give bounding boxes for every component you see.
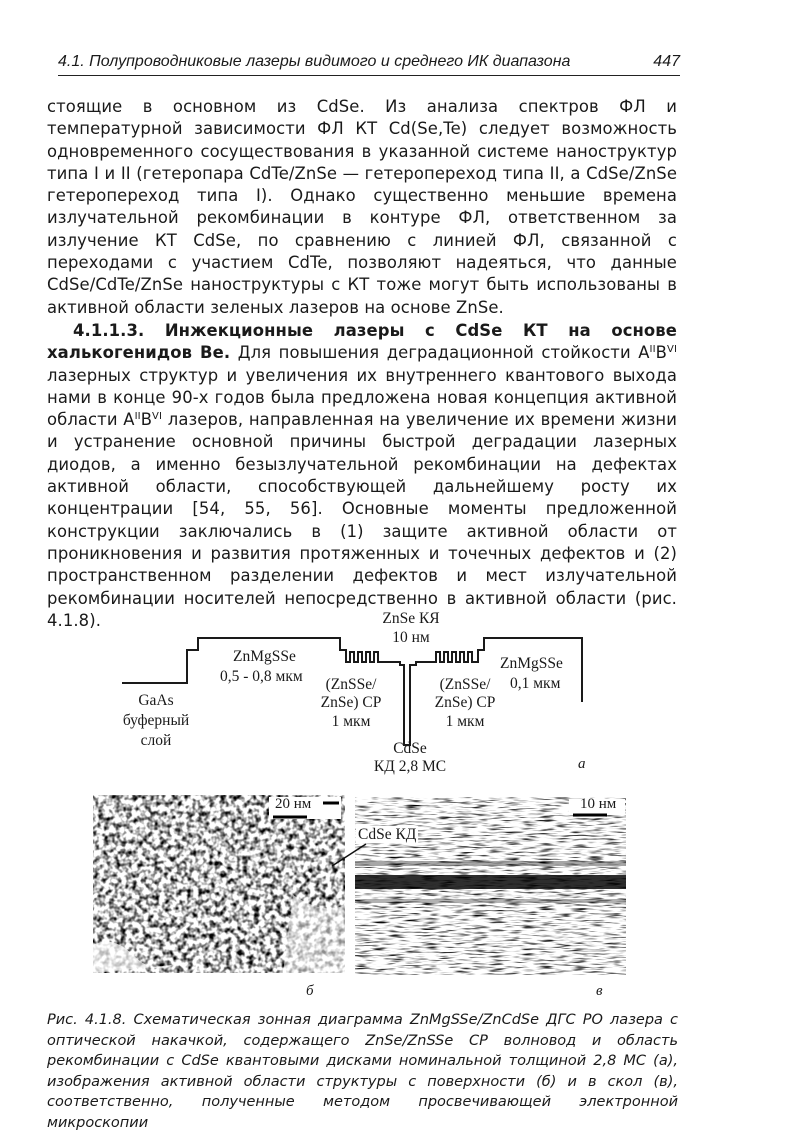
paragraph-2: 4.1.1.3. Инжекционные лазеры с CdSe КТ на основе халькогенидов Be. Для повышения деградационной стойкости $A^{II}B^{VI}$ лазерных структур и увеличения их внутреннего квантового выхода нами в конце 90-х годов была предложена новая концепция активной области $A^{II}B^{VI}$ лазеров, направленная на увеличение их времени жизни и устранение основной причины быстрой деградации лазерных диодов, а именно безызлучательной рекомбинации на дефектах активной области, способствующей дальнейшему росту их концентрации [54, 55, 56]. Основные моменты предложенной конструкции заключались в (1) защите активной области от проникновения и развития протяженных и точечных дефектов и (2) пространственном разделении дефектов и мест излучательной рекомбинации носителей непосредственно в активной области (рис. 4.1.8).: [47, 321, 677, 630]
running-header-title: 4.1. Полупроводниковые лазеры видимого и среднего ИК диапазона: [58, 53, 571, 70]
tem-cross-section-image: [355, 797, 626, 975]
scale-bar-10nm: 10 нм: [580, 796, 617, 812]
gaas-label: GaAs: [138, 692, 174, 709]
right-sl-label: (ZnSSe/: [439, 676, 491, 693]
paragraph-1: стоящие в основном из CdSe. Из анализа спектров ФЛ и температурной зависимости ФЛ КТ Cd(Se,Te) следует возможность одновременного сосуществования в указанной системе наноструктур типа I и II (гетеропара CdTe/ZnSe — гетеропереход типа II, а CdSe/ZnSe гетеропереход типа I). Однако существенно меньшие времена излучательной рекомбинации в контуре ФЛ, ответственном за излучение КТ CdSe, по сравнению с линией ФЛ, связанной с переходами с участием CdTe, позволяют надеяться, что данные CdSe/CdTe/ZnSe наноструктуры с КТ тоже могут быть использованы в активной области зеленых лазеров на основе ZnSe.: [47, 97, 677, 317]
panel-letter-c: в: [596, 983, 603, 999]
right-sl-thickness: 1 мкм: [445, 713, 485, 730]
right-sl-material: ZnSe) СР: [434, 694, 496, 711]
page-number: 447: [653, 53, 680, 70]
left-sl-thickness: 1 мкм: [331, 713, 371, 730]
section-heading: 4.1.1.3. Инжекционные лазеры с CdSe КТ на основе халькогенидов Be.: [47, 321, 677, 363]
panel-letter-a: а: [578, 756, 586, 772]
qw-thickness: 10 нм: [392, 629, 430, 646]
right-cladding-label: ZnMgSSe: [500, 655, 563, 672]
left-cladding-thickness: 0,5 - 0,8 мкм: [220, 668, 303, 685]
qw-label: ZnSe КЯ: [382, 610, 440, 627]
cdse-qd-label: КД 2,8 МС: [373, 758, 447, 775]
cdse-label: CdSe: [393, 740, 427, 757]
layer-label: слой: [140, 732, 172, 749]
tem-plan-view-image: [93, 795, 345, 973]
left-sl-material: ZnSe) СР: [320, 694, 382, 711]
figure-caption: Рис. 4.1.8. Схематическая зонная диаграмма ZnMgSSe/ZnCdSe ДГС РО лазера с оптической накачкой, содержащего ZnSe/ZnSSe СР волновод и область рекомбинации с CdSe квантовыми дисками номинальной толщиной 2,8 МС (а), изображения активной области структуры с поверхности (б) и в скол (в), соответственно, полученные методом просвечивающей электронной микроскопии: [47, 1012, 678, 1131]
pointer-line: [330, 840, 370, 870]
left-cladding-label: ZnMgSSe: [233, 648, 296, 665]
left-sl-label: (ZnSSe/: [325, 676, 377, 693]
panel-letter-b: б: [306, 983, 314, 999]
buffer-label: буферный: [122, 712, 190, 729]
scale-bar-20nm: 20 нм: [275, 796, 312, 812]
right-cladding-thickness: 0,1 мкм: [510, 675, 561, 692]
cdse-qd-pointer-label: CdSe КД: [358, 826, 417, 843]
